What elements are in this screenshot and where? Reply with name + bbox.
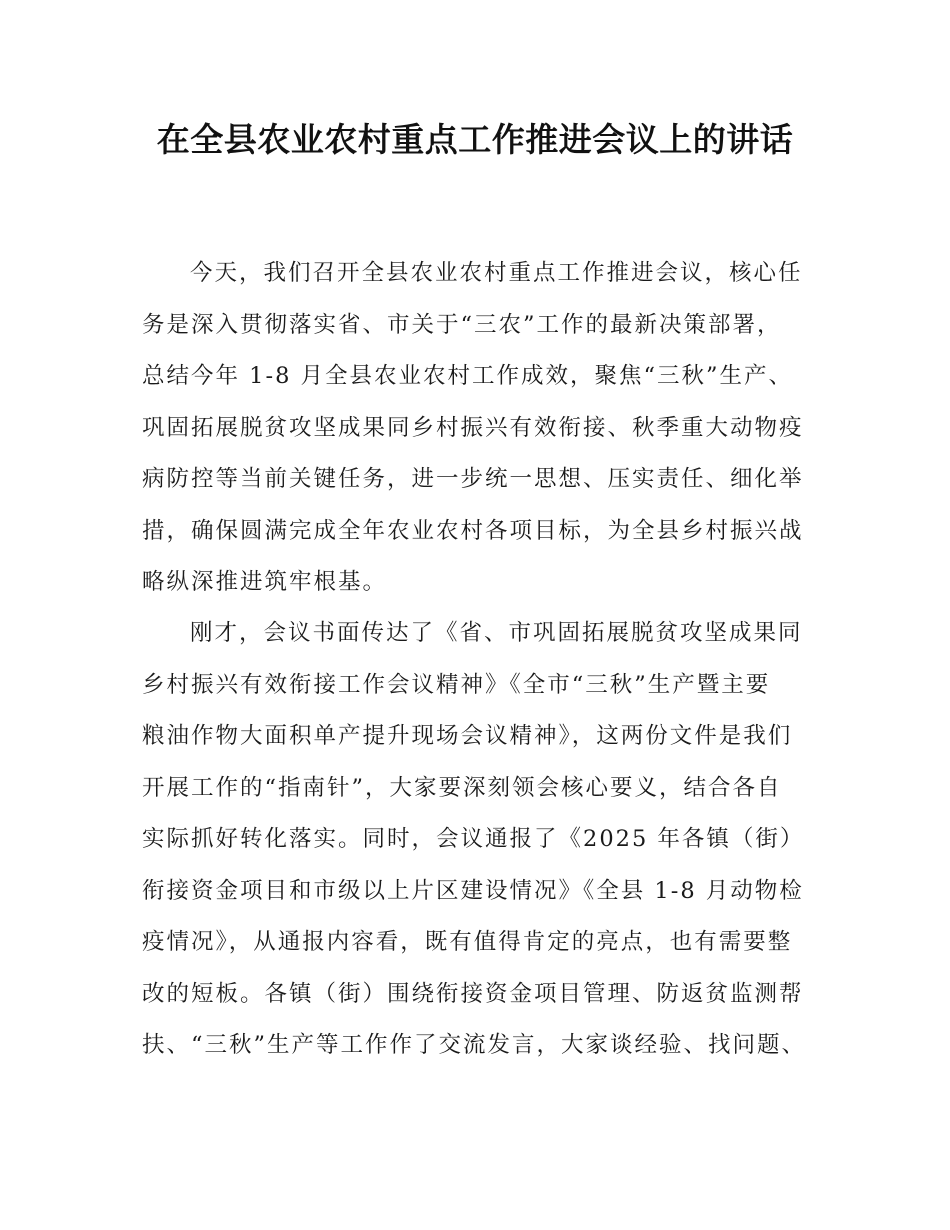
- paragraph-line: 今天，我们召开全县农业农村重点工作推进会议，核心任: [190, 260, 803, 286]
- paragraph-line: 务是深入贯彻落实省、市关于“三农”工作的最新决策部署，: [142, 311, 782, 338]
- document-title: 在全县农业农村重点工作推进会议上的讲话: [156, 120, 794, 159]
- paragraph-line: 衔接资金项目和市级以上片区建设情况》《全县 1-8 月动物检: [142, 877, 804, 904]
- paragraph-line: 病防控等当前关键任务，进一步统一思想、压实责任、细化举: [142, 466, 804, 492]
- paragraph-line: 乡村振兴有效衔接工作会议精神》《全市“三秋”生产暨主要: [142, 671, 771, 698]
- paragraph-line: 刚才，会议书面传达了《省、市巩固拓展脱贫攻坚成果同: [190, 620, 803, 646]
- paragraph-line: 开展工作的“指南针”，大家要深刻领会核心要义，结合各自: [142, 774, 782, 801]
- paragraph-line: 巩固拓展脱贫攻坚成果同乡村振兴有效衔接、秋季重大动物疫: [142, 414, 804, 441]
- paragraph-2: [142, 608, 812, 1072]
- paragraph-line: 措，确保圆满完成全年农业农村各项目标，为全县乡村振兴战: [142, 517, 804, 544]
- paragraph-1: [142, 248, 812, 609]
- paragraph-line: 实际抓好转化落实。同时，会议通报了《2025 年各镇（街）: [142, 826, 805, 852]
- paragraph-line: 疫情况》，从通报内容看，既有值得肯定的亮点，也有需要整: [142, 929, 793, 955]
- paragraph-line: 粮油作物大面积单产提升现场会议精神》，这两份文件是我们: [142, 723, 793, 749]
- paragraph-line: 扶、“三秋”生产等工作作了交流发言，大家谈经验、找问题、: [142, 1032, 807, 1058]
- paragraph-line: 改的短板。各镇（街）围绕衔接资金项目管理、防返贫监测帮: [142, 980, 804, 1007]
- paragraph-line: 略纵深推进筑牢根基。: [142, 569, 388, 595]
- paragraph-line: 总结今年 1-8 月全县农业农村工作成效，聚焦“三秋”生产、: [142, 363, 794, 389]
